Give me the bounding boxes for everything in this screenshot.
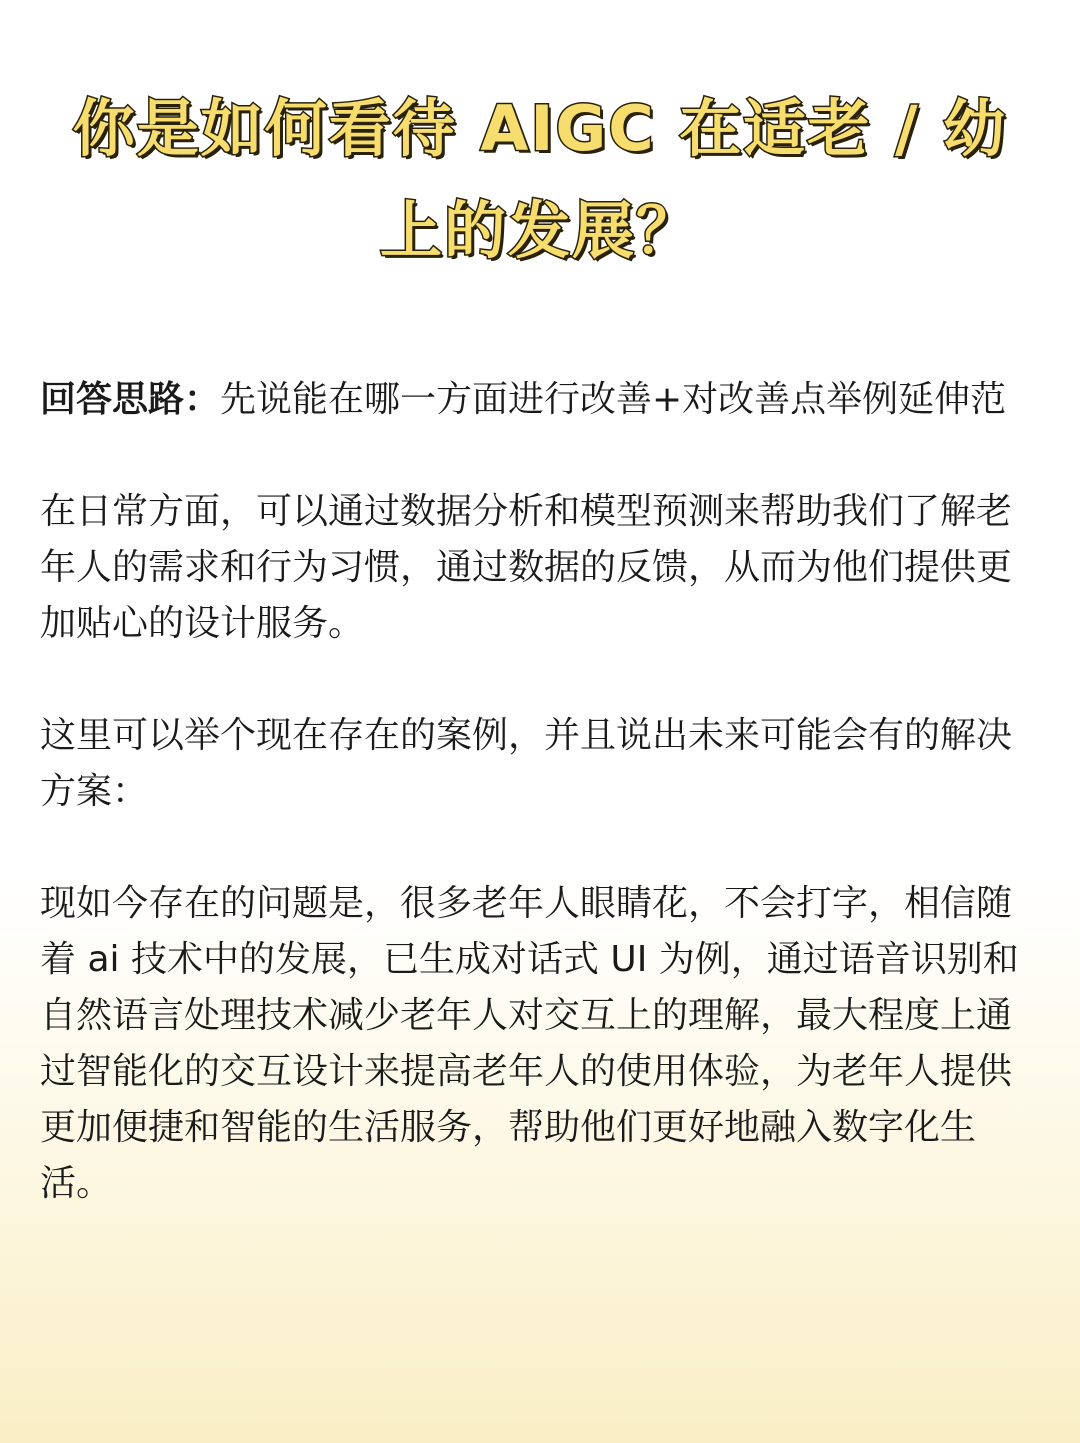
paragraph-daily-aspect: 在日常方面，可以通过数据分析和模型预测来帮助我们了解老年人的需求和行为习惯，通过数据的反馈，从而为他们提供更加贴心的设计服务。 [40, 491, 1013, 644]
paragraph-problem-solution: 现如今存在的问题是，很多老年人眼睛花，不会打字，相信随着 ai 技术中的发展，已生成对话式 UI 为例，通过语音识别和自然语言处理技术减少老年人对交互上的理解，最大程度上通过智能化的交互设计来提高老年人的使用体验，为老年人提供更加便捷和智能的生活服务，帮助他们更好地融入数字化生活。 [40, 883, 1019, 1204]
title-line-1: 你是如何看待 AIGC 在适老 / 幼 [72, 92, 1008, 165]
article-body [40, 372, 1040, 1268]
approach-text: 先说能在哪一方面进行改善+对改善点举例延伸范 [220, 379, 1007, 420]
paragraph-case-intro: 这里可以举个现在存在的案例，并且说出未来可能会有的解决方案： [40, 715, 1013, 812]
approach-label: 回答思路： [40, 379, 221, 420]
title-line-2: 上的发展？ [379, 194, 700, 267]
paragraph-approach [40, 372, 1040, 428]
page-title [40, 78, 1040, 282]
